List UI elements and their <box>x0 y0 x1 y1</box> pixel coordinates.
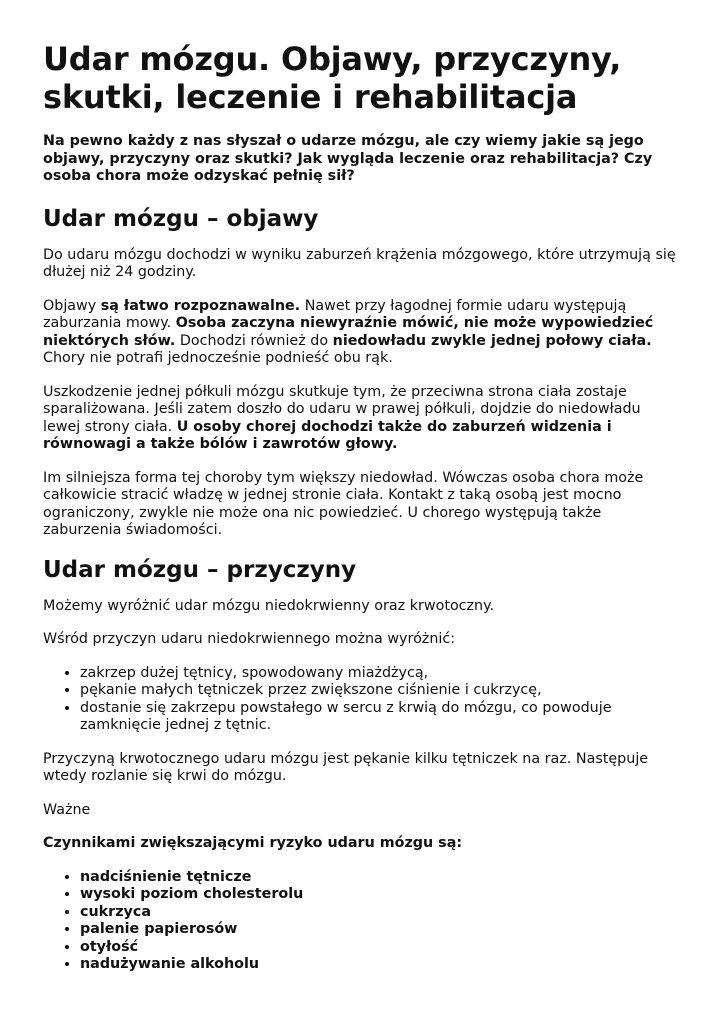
bold-text-run: U osoby chorej dochodzi także do zaburzeń widzenia i równowagi a także bólów i zawrotów głowy. <box>43 418 612 452</box>
list-item: • wysoki poziom cholesterolu <box>80 886 681 904</box>
bold-text-run: są łatwo rozpoznawalne. <box>100 297 301 314</box>
list-item: • otyłość <box>80 939 681 957</box>
text-run: Dochodzi również do <box>175 332 333 349</box>
list-item: • palenie papierosów <box>80 921 681 939</box>
objawy-paragraph-3 <box>43 384 681 454</box>
risk-factors-list <box>43 869 681 974</box>
objawy-paragraph-2 <box>43 298 681 368</box>
przyczyny-paragraph-3: Przyczyną krwotocznego udaru mózgu jest pękanie kilku tętniczek na raz. Następuje wtedy rozlanie się krwi do mózgu. <box>43 750 649 784</box>
section-objawy <box>43 205 681 540</box>
text-run: Chory nie potrafi jednocześnie podnieść obu rąk. <box>43 350 393 366</box>
list-item: • nadciśnienie tętnicze <box>80 869 681 887</box>
bold-text-run: Osoba zaczyna niewyraźnie mówić, nie może wypowiedzieć niektórych słów. <box>43 315 654 349</box>
list-item: • zakrzep dużej tętnicy, spowodowany miażdżycą, <box>80 665 681 683</box>
przyczyny-paragraph-1: Możemy wyróżnić udar mózgu niedokrwienny oraz krwotoczny. <box>43 597 495 614</box>
bold-text-run: niedowładu zwykle jednej połowy ciała. <box>332 332 652 349</box>
lead-paragraph: Na pewno każdy z nas słyszał o udarze mózgu, ale czy wiemy jakie są jego objawy, przyczyny oraz skutki? Jak wygląda leczenie oraz rehabilitacja? Czy osoba chora może odzyskać pełnię sił? <box>43 133 653 184</box>
causes-list <box>43 665 681 735</box>
list-item: • pękanie małych tętniczek przez zwiększone ciśnienie i cukrzycę, <box>80 682 681 700</box>
przyczyny-paragraph-2: Wśród przyczyn udaru niedokrwiennego można wyróżnić: <box>43 631 456 647</box>
section-przyczyny <box>43 556 681 974</box>
text-run: Uszkodzenie jednej półkuli mózgu skutkuje tym, że przeciwna strona ciała zostaje sparaliżowana. Jeśli zatem doszło do udaru w prawej półkuli, dojdzie do niedowładu lewej strony ciała. <box>43 383 641 435</box>
list-item: • dostanie się zakrzepu powstałego w sercu z krwią do mózgu, co powoduje zamknięcie jednej z tętnic. <box>80 700 681 735</box>
objawy-paragraph-1: Do udaru mózgu dochodzi w wyniku zaburzeń krążenia mózgowego, które utrzymują się dłużej niż 24 godziny. <box>43 246 676 280</box>
page-title: Udar mózgu. Objawy, przyczyny, skutki, leczenie i rehabilitacja <box>43 40 622 116</box>
section-heading-przyczyny: Udar mózgu – przyczyny <box>43 556 357 583</box>
list-item: • nadużywanie alkoholu <box>80 956 681 974</box>
important-label: Ważne <box>43 801 91 818</box>
bold-text-run: Czynnikami zwiększającymi ryzyko udaru mózgu są: <box>43 835 463 851</box>
section-heading-objawy: Udar mózgu – objawy <box>43 205 319 232</box>
list-item: • cukrzyca <box>80 904 681 922</box>
text-run: Objawy <box>43 297 101 314</box>
objawy-paragraph-4: Im silniejsza forma tej choroby tym większy niedowład. Wówczas osoba chora może całkowicie stracić władzę w jednej stronie ciała. Kontakt z taką osobą jest mocno ograniczony, zwykle nie może ona nic powiedzieć. U chorego występują także zaburzenia świadomości. <box>43 469 644 538</box>
risk-factors-heading <box>43 835 681 853</box>
text-run: Nawet przy łagodnej formie udaru występują zaburzania mowy. <box>43 297 627 331</box>
